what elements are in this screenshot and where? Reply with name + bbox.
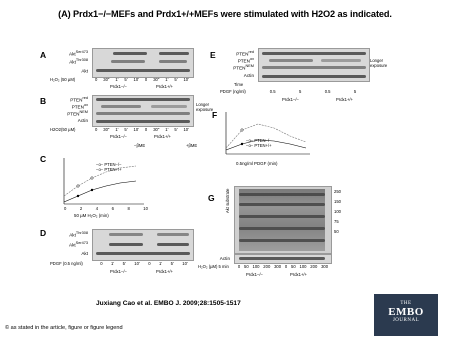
panel-label-b: B <box>40 96 47 106</box>
panel-a-row-0: Akt$^{Ser473}$ <box>69 50 88 57</box>
panel-e-row-1: $PTEN^{ox}$ <box>237 57 254 64</box>
panel-c-x-ticks: 0 2 4 6 8 10 <box>64 206 148 211</box>
panel-g-genotype-ko: Prdx1−/− <box>246 272 263 277</box>
panel-b-genotype-ko: Prdx1−/− <box>110 134 127 139</box>
panel-e-row-3: Actin <box>243 73 254 78</box>
panel-f-xlabel: 0.5ng/ml PDGF (min) <box>236 161 278 166</box>
panel-d-times: 0 1' 5' 10' 0 1' 5' 10' <box>100 261 188 266</box>
panel-a-treatment: H₂O₂ (50 µM) <box>50 77 76 82</box>
panel-d-blot <box>92 229 194 261</box>
panel-b-row-1: $PTEN^{ox}$ <box>71 103 88 110</box>
panel-b-genotype-wt: Prdx1+/+ <box>154 134 171 139</box>
panel-a-row-1: Akt$^{Thr308}$ <box>69 58 88 65</box>
panel-e-blot <box>258 48 370 82</box>
panel-g-side-label: Akt substrate <box>225 188 230 213</box>
panel-d-row-1: Akt$^{Ser473}$ <box>69 241 88 248</box>
panel-f-plot <box>222 110 314 160</box>
panel-d-row-2: Akt <box>81 251 88 256</box>
panel-e-genotype-wt: Prdx1+/+ <box>336 97 353 102</box>
panel-b-row-2: $PTEN^{NEM}$ <box>67 110 88 117</box>
panel-b-row-0: $PTEN^{red}$ <box>70 96 88 103</box>
panel-a-row-2: Akt <box>81 68 88 74</box>
panel-e-genotype-ko: Prdx1−/− <box>282 97 299 102</box>
panel-d-genotype-wt: Prdx1+/+ <box>156 269 173 274</box>
panel-c-legend: −o− PTEN−/− −o− PTEN+/+ <box>96 162 122 172</box>
panel-b-note: Longer exposure <box>196 102 214 112</box>
panel-d-treatment: PDGF (0.5 ng/ml) <box>50 261 83 266</box>
figure-body <box>36 38 388 302</box>
panel-f-legend: −o− PTEN−/− −o− PTEN+/+ <box>246 138 272 148</box>
panel-d-genotype-ko: Prdx1−/− <box>110 269 127 274</box>
panel-g-blot <box>234 186 332 254</box>
panel-g-genotype-wt: Prdx1+/+ <box>290 272 307 277</box>
panel-label-c: C <box>40 154 47 164</box>
copyright-footer: © as stated in the article, figure or figure legend <box>5 325 123 331</box>
panel-label-a: A <box>40 50 47 60</box>
panel-label-d: D <box>40 228 47 238</box>
citation: Juxiang Cao et al. EMBO J. 2009;28:1505-1517 <box>96 300 241 307</box>
panel-a-times: 0 30" 1' 5' 10' 0 30" 1' 5' 10' <box>94 77 189 82</box>
figure-title: (A) Prdx1−/−MEFs and Prdx1+/+MEFs were stimulated with H2O2 as indicated. <box>58 9 392 19</box>
panel-d-row-0: Akt$^{Thr308}$ <box>69 231 88 238</box>
panel-g-actin-blot <box>234 254 332 264</box>
panel-label-e: E <box>210 50 216 60</box>
panel-b-blot <box>92 95 194 127</box>
panel-e-note: Longer exposure <box>370 58 388 68</box>
panel-label-f: F <box>212 110 218 120</box>
panel-label-g: G <box>208 193 215 203</box>
panel-b-times: 0 30" 1' 5' 10' 0 30" 1' 5' 10' <box>94 127 189 132</box>
panel-g-row-actin: Actin <box>219 256 230 261</box>
panel-a-blot <box>92 48 194 78</box>
embo-journal-logo: THE EMBO JOURNAL <box>374 294 438 336</box>
panel-c-xlabel: 50 µM H₂O₂ (min) <box>74 213 109 218</box>
panel-g-markers: 250 150 100 75 50 <box>334 189 341 234</box>
panel-e-dose-label: PDGF (ng/ml) <box>220 89 246 94</box>
panel-b-condition-minus: −βME <box>134 143 146 148</box>
panel-g-doses: 0 50 100 200 300 0 50 100 200 300 <box>237 264 329 269</box>
panel-e-row-0: $PTEN^{red}$ <box>236 50 254 57</box>
panel-e-doses: 0.5 5 0.5 5 <box>269 89 357 94</box>
panel-b-treatment: H2O2(50 µM) <box>50 127 76 132</box>
panel-b-row-3: Actin <box>77 118 88 123</box>
panel-b-condition-plus: +βME <box>186 143 198 148</box>
panel-e-row-2: $PTEN^{NEM}$ <box>233 64 254 71</box>
panel-a-genotype-wt: Prdx1+/+ <box>156 84 173 89</box>
panel-a-genotype-ko: Prdx1−/− <box>110 84 127 89</box>
panel-g-treatment: H₂O₂ (µM) 5 min <box>198 264 229 269</box>
panel-e-time-label: Time <box>234 82 244 87</box>
